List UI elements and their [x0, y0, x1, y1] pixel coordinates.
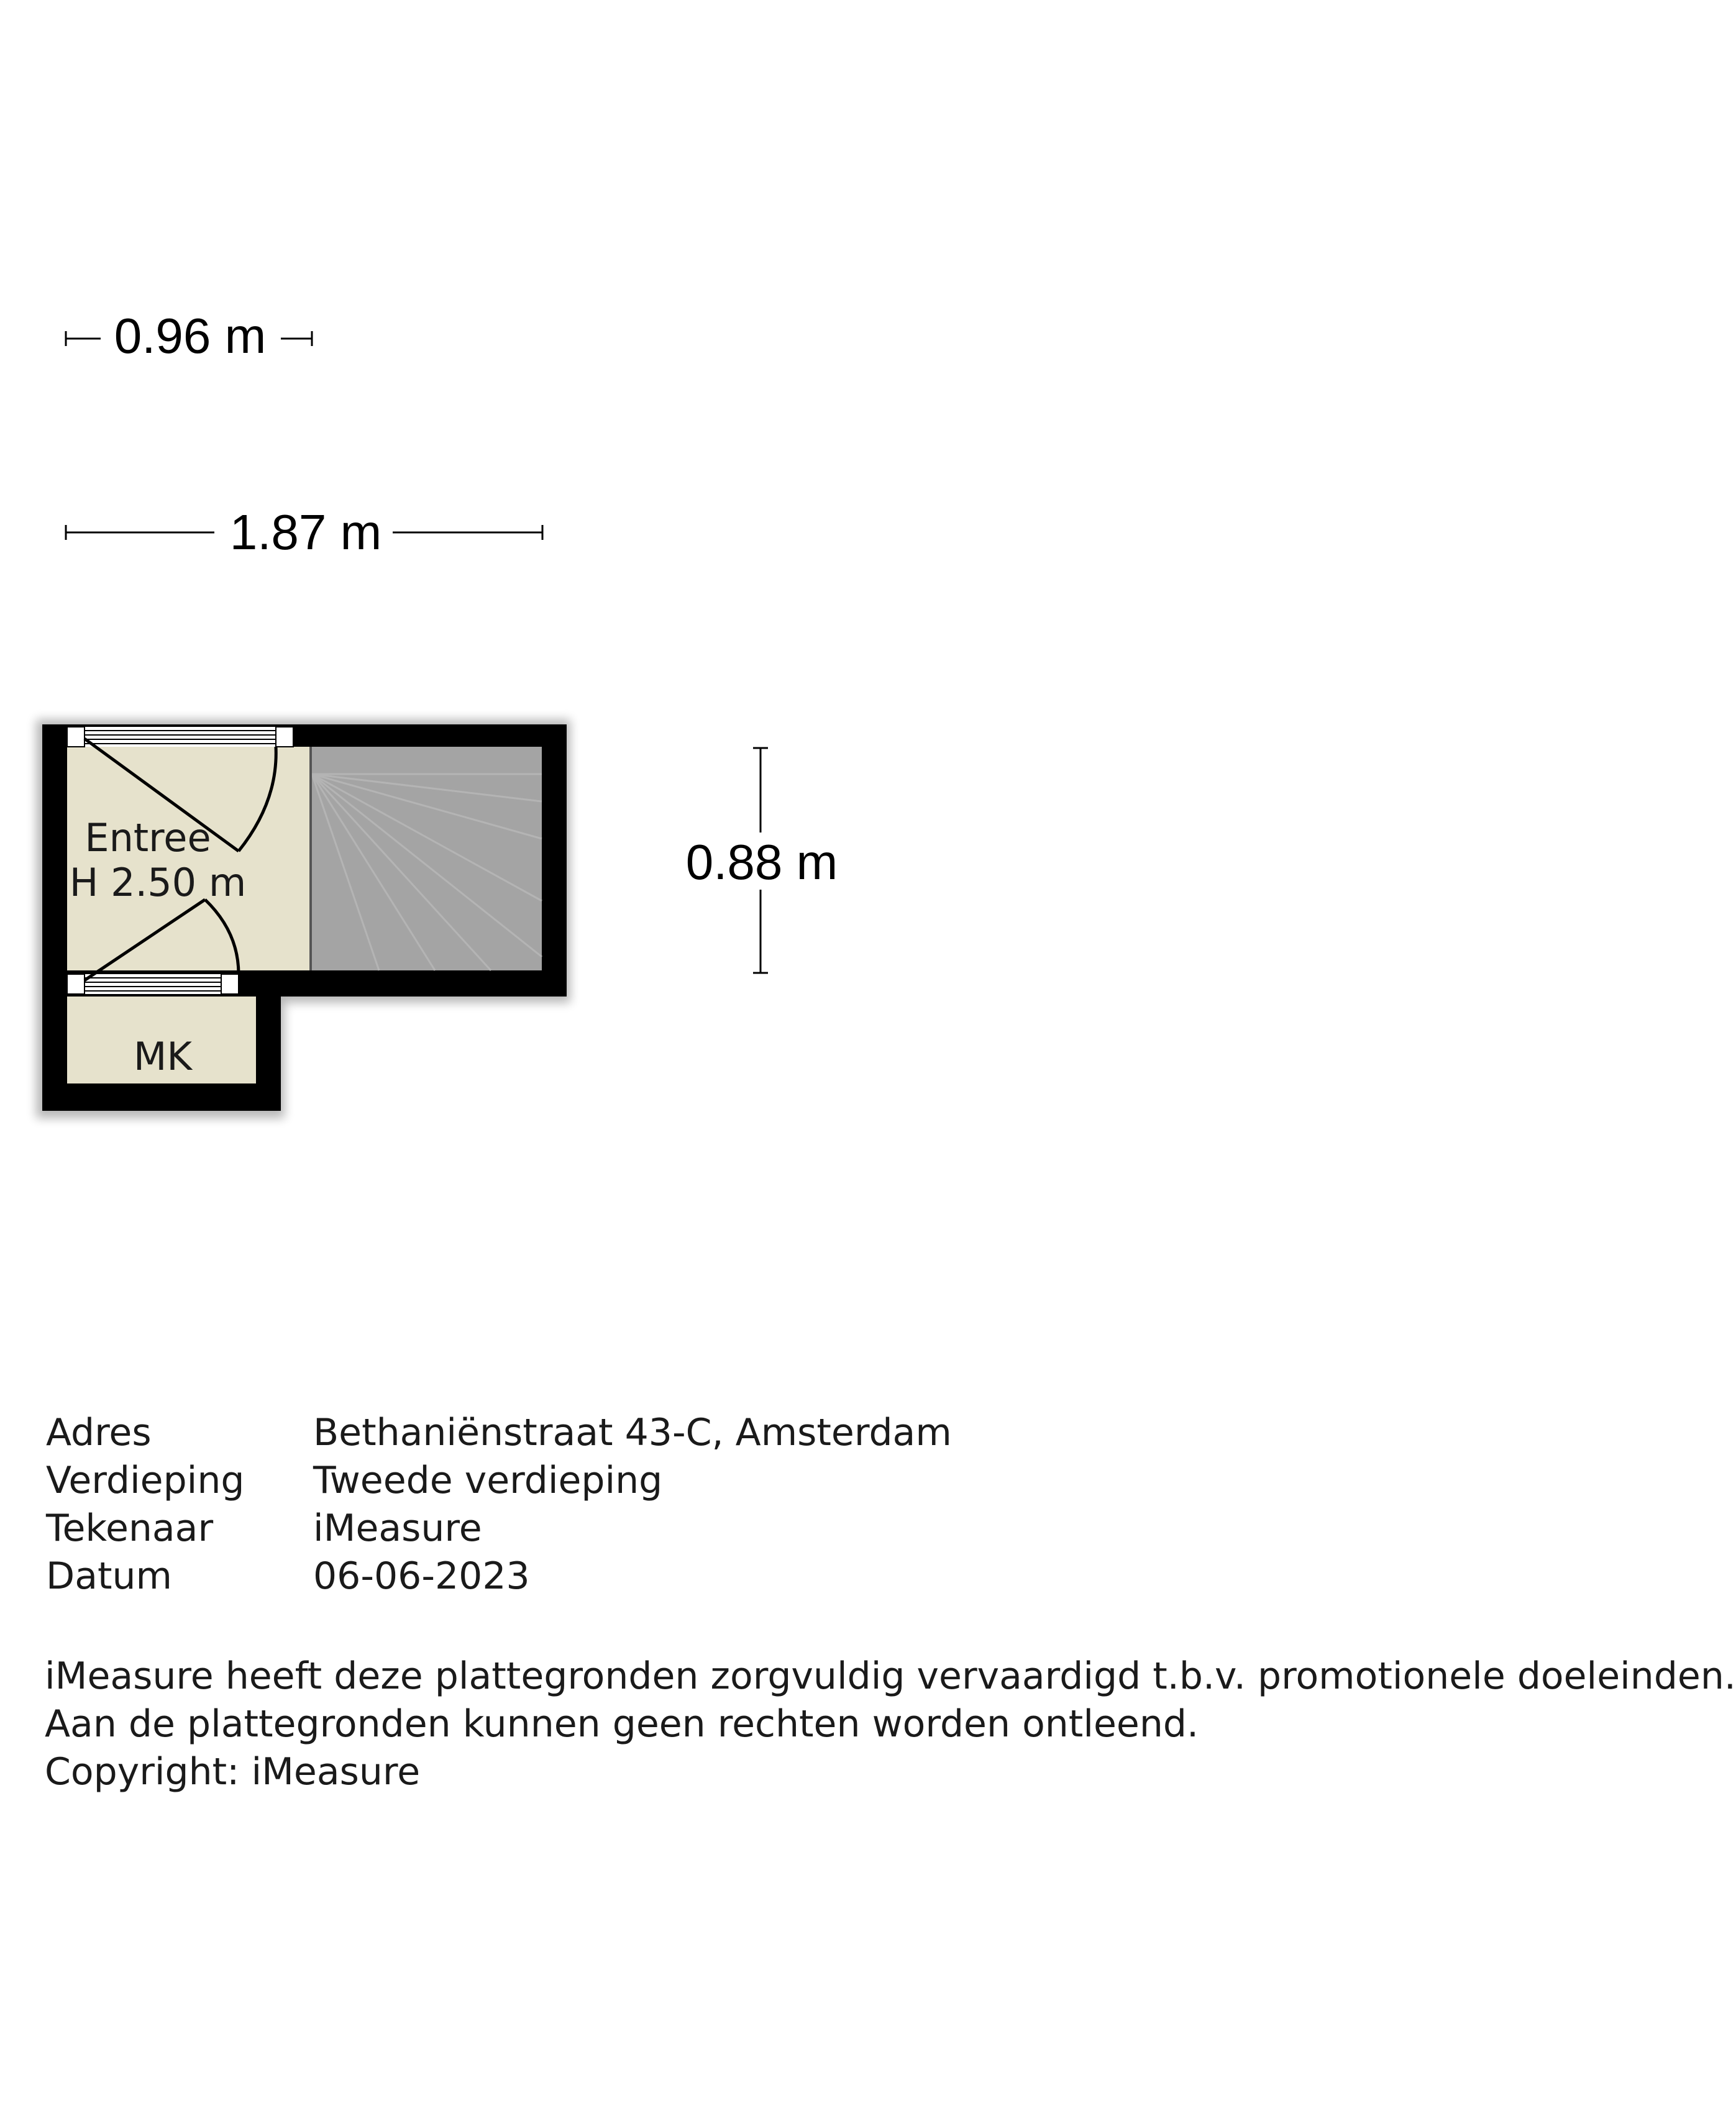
disclaimer [45, 1653, 1736, 1796]
room-mk-name: MK [133, 1034, 193, 1079]
info-label: Adres [46, 1411, 152, 1454]
info-row-address [46, 1409, 952, 1457]
info-row-floor [46, 1457, 952, 1505]
info-label: Datum [46, 1554, 172, 1598]
dimension-depth-label: 0.88 m [685, 834, 838, 890]
info-label: Tekenaar [46, 1507, 214, 1550]
copyright: Copyright: iMeasure [45, 1750, 421, 1794]
info-value: iMeasure [313, 1507, 482, 1550]
info-value: Tweede verdieping [313, 1459, 663, 1502]
room-entree-name: Entree [85, 815, 211, 860]
dimension-width-full-label: 1.87 m [229, 504, 382, 560]
staircase [311, 747, 542, 970]
disclaimer-line: iMeasure heeft deze plattegronden zorgvuldig vervaardigd t.b.v. promotionele doeleinden. [45, 1654, 1736, 1698]
dimension-depth [686, 748, 838, 973]
dimension-width-top [66, 308, 312, 363]
info-label: Verdieping [46, 1459, 245, 1502]
info-row-drawer [46, 1505, 952, 1553]
dimension-width-full [66, 504, 542, 560]
info-table [46, 1409, 952, 1600]
disclaimer-line: Aan de plattegronden kunnen geen rechten worden ontleend. [45, 1702, 1199, 1746]
info-row-date [46, 1553, 952, 1600]
room-entree-height: H 2.50 m [69, 860, 247, 905]
info-value: Bethaniënstraat 43-C, Amsterdam [313, 1411, 952, 1454]
dimension-width-top-label: 0.96 m [114, 308, 267, 363]
info-value: 06-06-2023 [313, 1554, 530, 1598]
